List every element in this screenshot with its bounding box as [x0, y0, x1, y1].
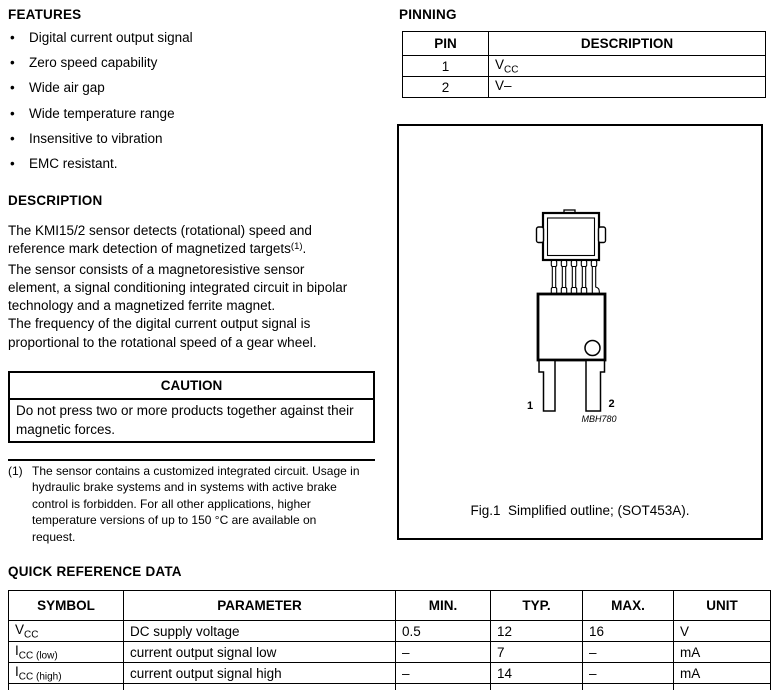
magnet-marker-circle [585, 341, 600, 356]
package-outline-drawing [399, 126, 761, 538]
pin1-label: 1 [526, 400, 534, 412]
bullet-icon [8, 131, 29, 146]
quick-reference-heading: QUICK REFERENCE DATA [8, 564, 182, 579]
unit-cell [674, 684, 771, 690]
list-item [8, 80, 193, 105]
table-header-row [403, 32, 766, 56]
feature-text: Insensitive to vibration [29, 130, 163, 146]
symbol-column-header: SYMBOL [9, 591, 124, 621]
figure-frame [397, 124, 763, 540]
sensor-package-body [543, 213, 599, 260]
symbol-main: V– [495, 77, 512, 93]
list-item [8, 156, 193, 181]
max-cell: 16 [583, 621, 674, 642]
max-cell: – [583, 642, 674, 663]
description-column-header: DESCRIPTION [489, 32, 766, 56]
pin1-leg [539, 361, 555, 412]
list-item [8, 131, 193, 156]
footnote-divider [8, 459, 375, 461]
bullet-icon [8, 55, 29, 70]
description-line [8, 240, 392, 260]
list-item [8, 55, 193, 80]
features-heading: FEATURES [8, 7, 82, 22]
caution-body [10, 400, 373, 439]
lead-pins [551, 260, 599, 295]
symbol-main: I [15, 663, 19, 679]
description-line-text: reference mark detection of magnetized targets [8, 241, 291, 257]
table-row [9, 642, 771, 663]
unit-cell: V [674, 621, 771, 642]
description-line: The KMI15/2 sensor detects (rotational) speed and [8, 223, 312, 238]
description-line: element, a signal conditioning integrated circuit in bipolar [8, 279, 348, 295]
min-cell [396, 684, 491, 690]
table-row [403, 56, 766, 77]
symbol-cell [9, 684, 124, 690]
footnote-line: hydraulic brake systems and in systems with active brake [32, 480, 337, 495]
bullet-icon [8, 80, 29, 95]
table-row [9, 663, 771, 684]
pin-number-cell: 2 [403, 77, 489, 98]
max-column-header: MAX. [583, 591, 674, 621]
unit-cell: mA [674, 663, 771, 684]
symbol-subscript: CC [24, 629, 39, 641]
quick-reference-table [8, 590, 771, 690]
description-line: proportional to the rotational speed of a gear wheel. [8, 334, 317, 350]
description-paragraph [8, 222, 392, 352]
package-left-tab [537, 227, 544, 243]
symbol-subscript: CC [504, 64, 519, 76]
package-right-tab [599, 227, 606, 243]
typ-cell [491, 684, 583, 690]
typ-cell: 7 [491, 642, 583, 663]
max-cell: – [583, 663, 674, 684]
pin2-leg [586, 361, 605, 412]
symbol-subscript: CC (high) [18, 671, 62, 683]
feature-text: Digital current output signal [29, 30, 193, 45]
bullet-icon [8, 156, 29, 171]
parameter-cell: current output signal high [124, 663, 396, 684]
min-cell: – [396, 642, 491, 663]
table-row-cutoff [9, 684, 771, 690]
table-header-row [9, 591, 771, 621]
unit-cell: mA [674, 642, 771, 663]
figure-caption: Fig.1 Simplified outline; (SOT453A). [470, 503, 690, 518]
feature-text: EMC resistant. [29, 155, 118, 171]
max-cell [583, 684, 674, 690]
description-line: The frequency of the digital current output signal is [8, 316, 311, 332]
footnote-line: temperature versions of up to 150 °C are available on [32, 513, 317, 528]
drawing-code-label: MBH780 [581, 414, 617, 424]
pin-column-header: PIN [403, 32, 489, 56]
caution-heading: CAUTION [10, 373, 373, 400]
min-cell: – [396, 663, 491, 684]
symbol-subscript: CC (low) [18, 650, 58, 662]
pinning-table [402, 31, 766, 98]
footnote-line: The sensor contains a customized integrated circuit. Usage in [32, 464, 360, 478]
typ-column-header: TYP. [491, 591, 583, 621]
bullet-icon [8, 106, 29, 121]
typ-cell: 12 [491, 621, 583, 642]
pin-number-cell: 1 [403, 56, 489, 77]
feature-text: Wide temperature range [29, 105, 175, 121]
symbol-main: V [15, 621, 25, 637]
min-column-header: MIN. [396, 591, 491, 621]
min-cell: 0.5 [396, 621, 491, 642]
table-row [403, 77, 766, 98]
table-row [9, 621, 771, 642]
parameter-column-header: PARAMETER [124, 591, 396, 621]
pin-description-cell [489, 77, 766, 98]
unit-column-header: UNIT [674, 591, 771, 621]
pin-description-cell [489, 56, 766, 77]
symbol-cell [9, 642, 124, 663]
footnote-marker: (1) [8, 464, 23, 478]
typ-cell: 14 [491, 663, 583, 684]
footnote [8, 463, 388, 545]
footnote-ref: (1) [290, 241, 303, 253]
list-item [8, 30, 193, 55]
feature-text: Zero speed capability [29, 55, 158, 71]
caution-line: Do not press two or more products together against their [16, 403, 354, 418]
footnote-line: control is forbidden. For all other applications, higher [32, 496, 311, 511]
caution-line: magnetic forces. [16, 421, 116, 437]
description-line: technology and a magnetized ferrite magnet. [8, 298, 276, 314]
caution-box [8, 371, 375, 443]
symbol-main: V [495, 56, 505, 72]
features-list [8, 30, 193, 181]
parameter-cell: DC supply voltage [124, 621, 396, 642]
symbol-cell [9, 663, 124, 684]
description-line: The sensor consists of a magnetoresistive sensor [8, 261, 305, 277]
parameter-cell: current output signal low [124, 642, 396, 663]
description-heading: DESCRIPTION [8, 193, 103, 208]
footnote-text [32, 463, 388, 545]
pinning-heading: PINNING [399, 7, 457, 22]
symbol-cell [9, 621, 124, 642]
footnote-line: request. [32, 529, 76, 544]
symbol-main: I [15, 642, 19, 658]
bullet-icon [8, 30, 29, 45]
description-line-text: . [302, 241, 307, 257]
pin2-label: 2 [608, 398, 615, 410]
list-item [8, 106, 193, 131]
feature-text: Wide air gap [29, 80, 105, 96]
parameter-cell [124, 684, 396, 690]
